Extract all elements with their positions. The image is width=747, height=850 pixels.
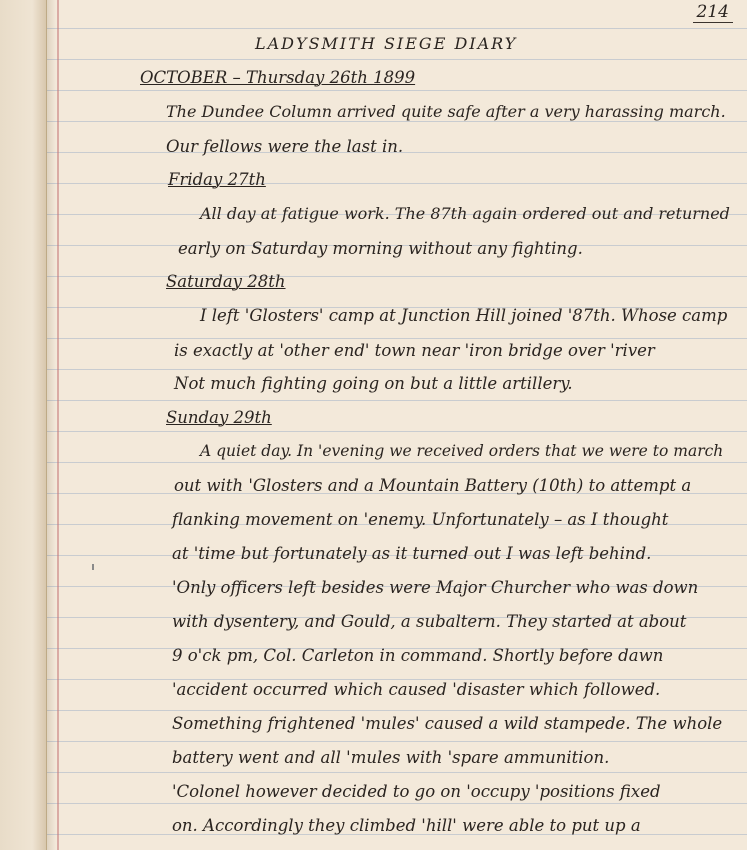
diary-line: is exactly at 'other end' town near 'iron bridge over 'river (174, 341, 655, 360)
diary-line: on. Accordingly they climbed 'hill' were able to put up a (172, 816, 641, 835)
diary-line: with dysentery, and Gould, a subaltern. They started at about (172, 612, 687, 631)
diary-line: 'Only officers left besides were Major Churcher who was down (172, 578, 699, 597)
page-number: 214 (693, 2, 733, 23)
diary-line: 9 o'ck pm, Col. Carleton in command. Shortly before dawn (172, 646, 664, 665)
diary-title: LADYSMITH SIEGE DIARY (255, 34, 518, 53)
diary-line: I left 'Glosters' camp at Junction Hill joined '87th. Whose camp (200, 306, 728, 325)
date-heading-saturday-28: Saturday 28th (166, 272, 286, 291)
diary-line: out with 'Glosters and a Mountain Battery (10th) to attempt a (174, 476, 692, 495)
date-heading-sunday-29: Sunday 29th (166, 408, 272, 427)
diary-line: A quiet day. In 'evening we received orders that we were to march (200, 442, 724, 460)
diary-line: at 'time but fortunately as it turned out I was left behind. (172, 544, 652, 563)
binding-edge (0, 0, 47, 850)
diary-line: All day at fatigue work. The 87th again ordered out and returned (200, 204, 730, 223)
diary-line: early on Saturday morning without any fighting. (178, 239, 583, 258)
diary-line: The Dundee Column arrived quite safe after a very harassing march. (166, 102, 726, 121)
diary-line: Not much fighting going on but a little artillery. (174, 374, 573, 393)
diary-line: flanking movement on 'enemy. Unfortunately – as I thought (172, 510, 669, 529)
date-heading-oct-26: OCTOBER – Thursday 26th 1899 (140, 68, 416, 87)
diary-line: Something frightened 'mules' caused a wild stampede. The whole (172, 714, 723, 733)
gutter-shadow (46, 0, 56, 850)
margin-rule (57, 0, 59, 850)
pencil-mark (92, 564, 94, 570)
date-heading-friday-27: Friday 27th (168, 170, 266, 189)
diary-line: Our fellows were the last in. (166, 137, 404, 156)
diary-line: 'accident occurred which caused 'disaster which followed. (172, 680, 661, 699)
diary-line: 'Colonel however decided to go on 'occupy 'positions fixed (172, 782, 661, 801)
diary-line: battery went and all 'mules with 'spare ammunition. (172, 748, 610, 767)
